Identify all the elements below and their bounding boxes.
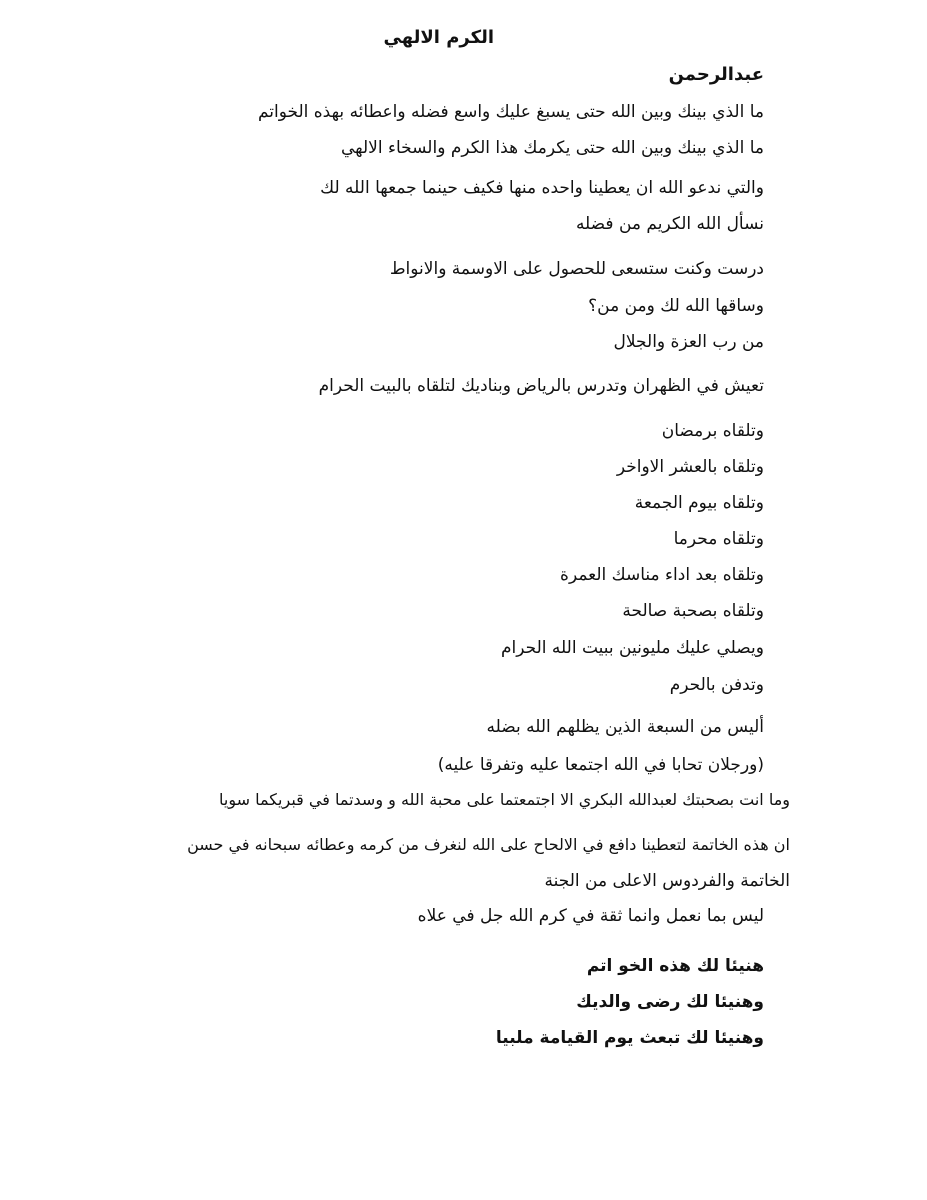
paragraph-line: ان هذه الخاتمة لتعطينا دافع في الالحاح على الله لنغرف من كرمه وعطائه سبحانه في حسن <box>187 835 790 854</box>
list-item: وتدفن بالحرم <box>669 675 764 695</box>
paragraph-line: ما الذي بينك وبين الله حتى يسبغ عليك واسع فضله واعطائه بهذه الخواتم <box>257 102 764 122</box>
paragraph-line: ما الذي بينك وبين الله حتى يكرمك هذا الكرم والسخاء الالهي <box>340 138 764 158</box>
document-title: الكرم الالهي <box>383 27 494 48</box>
list-item: ويصلي عليك مليونين ببيت الله الحرام <box>500 638 764 658</box>
list-item: وتلقاه بصحبة صالحة <box>622 601 764 621</box>
list-item: وتلقاه بعد اداء مناسك العمرة <box>560 565 764 585</box>
closing-line: وهنيئا لك رضى والديك <box>576 992 764 1012</box>
paragraph-line: (ورجلان تحابا في الله اجتمعا عليه وتفرقا عليه) <box>437 755 764 775</box>
paragraph-line: درست وكنت ستسعى للحصول على الاوسمة والانواط <box>389 259 764 279</box>
list-item: وتلقاه بيوم الجمعة <box>634 493 764 513</box>
paragraph-line: نسأل الله الكريم من فضله <box>575 214 764 234</box>
paragraph-line: الخاتمة والفردوس الاعلى من الجنة <box>544 871 790 891</box>
paragraph-line: وما انت بصحبتك لعبدالله البكري الا اجتمعتما على محبة الله و وسدتما في قبريكما سويا <box>218 790 790 809</box>
paragraph-line: تعيش في الظهران وتدرس بالرياض وبناديك لتلقاه بالبيت الحرام <box>318 376 764 396</box>
closing-line: هنيئا لك هذه الخو اتم <box>586 956 764 976</box>
author-name: عبدالرحمن <box>668 64 764 85</box>
list-item: وتلقاه محرما <box>673 529 764 549</box>
closing-line: وهنيئا لك تبعث يوم القيامة ملبيا <box>495 1028 764 1048</box>
paragraph-line: من رب العزة والجلال <box>613 332 764 352</box>
list-item: وتلقاه برمضان <box>661 421 764 441</box>
paragraph-line: ليس بما نعمل وانما ثقة في كرم الله جل في علاه <box>417 906 764 926</box>
paragraph-line: والتي ندعو الله ان يعطينا واحده منها فكيف حينما جمعها الله لك <box>320 178 764 198</box>
paragraph-line: وساقها الله لك ومن من؟ <box>588 296 764 316</box>
paragraph-line: أليس من السبعة الذين يظلهم الله بضله <box>486 717 764 737</box>
list-item: وتلقاه بالعشر الاواخر <box>616 457 764 477</box>
